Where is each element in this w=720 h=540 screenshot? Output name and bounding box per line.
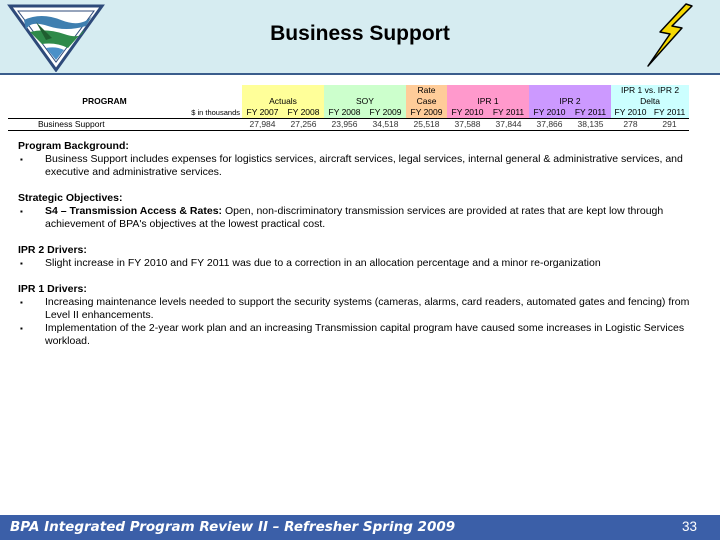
table-year-row [8, 107, 689, 119]
table-group-row-2 [8, 96, 689, 107]
ipr1-drivers-section [18, 283, 708, 348]
section-title: IPR 1 Drivers: [18, 283, 87, 295]
lightning-bolt-icon [642, 2, 696, 68]
bullet-icon: ▪ [20, 155, 23, 164]
table-cell: 27,984 [242, 119, 283, 131]
program-column-header: PROGRAM [82, 96, 127, 106]
page-number: 33 [682, 519, 698, 534]
row-program-name: Business Support [8, 119, 242, 131]
slide-body [18, 140, 708, 361]
year-header: FY 2010 [529, 107, 570, 119]
table-cell: 25,518 [406, 119, 447, 131]
year-header: FY 2008 [324, 107, 365, 119]
table-cell: 291 [650, 119, 689, 131]
section-title: Program Background: [18, 140, 129, 152]
year-header: FY 2007 [242, 107, 283, 119]
table-cell: 27,256 [283, 119, 324, 131]
objective-text: Open, non-discriminatory transmission services are provided at rates that are kept low through achievement of BPA's objectives at the lowest practical cost. [45, 205, 664, 230]
objective-lead: S4 – Transmission Access & Rates: [45, 205, 223, 217]
bullet-icon: ▪ [20, 259, 23, 268]
table-cell: 23,956 [324, 119, 365, 131]
budget-table [8, 85, 689, 131]
year-header: FY 2008 [283, 107, 324, 119]
bullet-icon: ▪ [20, 324, 23, 333]
table-row [8, 119, 689, 131]
bullet-icon: ▪ [20, 207, 23, 216]
table-cell: 34,518 [365, 119, 406, 131]
program-background-section [18, 140, 708, 179]
soy-header: SOY [324, 96, 406, 107]
table-cell: 38,135 [570, 119, 611, 131]
table-cell: 37,866 [529, 119, 570, 131]
page-title: Business Support [270, 22, 450, 45]
list-item [18, 153, 708, 179]
actuals-header: Actuals [242, 96, 324, 107]
year-header: FY 2009 [365, 107, 406, 119]
units-label: $ in thousands [191, 108, 240, 117]
year-header: FY 2009 [406, 107, 447, 119]
table-group-row-1 [8, 85, 689, 96]
footer-title: BPA Integrated Program Review II – Refresher Spring 2009 [10, 519, 456, 535]
table-cell: 37,844 [488, 119, 529, 131]
list-item [18, 322, 708, 348]
table-cell: 37,588 [447, 119, 488, 131]
list-item-text: Business Support includes expenses for logistics services, aircraft services, legal services, internal general & administrative services, and executive and administrative services. [45, 153, 683, 178]
list-item-text: Slight increase in FY 2010 and FY 2011 was due to a correction in an allocation percentage and a minor re-organization [45, 257, 601, 269]
ipr2-header: IPR 2 [529, 96, 611, 107]
list-item [18, 205, 708, 231]
bullet-icon: ▪ [20, 298, 23, 307]
year-header: FY 2010 [611, 107, 650, 119]
list-item [18, 296, 708, 322]
section-title: IPR 2 Drivers: [18, 244, 87, 256]
section-title: Strategic Objectives: [18, 192, 123, 204]
table-cell: 278 [611, 119, 650, 131]
list-item-text: Implementation of the 2-year work plan and an increasing Transmission capital program have caused some increases in Logistic Services workload. [45, 322, 685, 347]
delta-header-line2: Delta [611, 96, 689, 107]
rate-case-header-line1: Rate [406, 85, 447, 96]
delta-header-line1: IPR 1 vs. IPR 2 [611, 85, 689, 96]
year-header: FY 2010 [447, 107, 488, 119]
slide-footer [0, 515, 720, 540]
header-divider [0, 73, 720, 75]
year-header: FY 2011 [570, 107, 611, 119]
ipr2-drivers-section [18, 244, 708, 270]
list-item-text: Increasing maintenance levels needed to support the security systems (cameras, alarms, card readers, automated gates and fencing) from Level II enhancements. [45, 296, 690, 321]
year-header: FY 2011 [650, 107, 689, 119]
list-item [18, 257, 708, 270]
rate-case-header-line2: Case [406, 96, 447, 107]
year-header: FY 2011 [488, 107, 529, 119]
ipr1-header: IPR 1 [447, 96, 529, 107]
strategic-objectives-section [18, 192, 708, 231]
